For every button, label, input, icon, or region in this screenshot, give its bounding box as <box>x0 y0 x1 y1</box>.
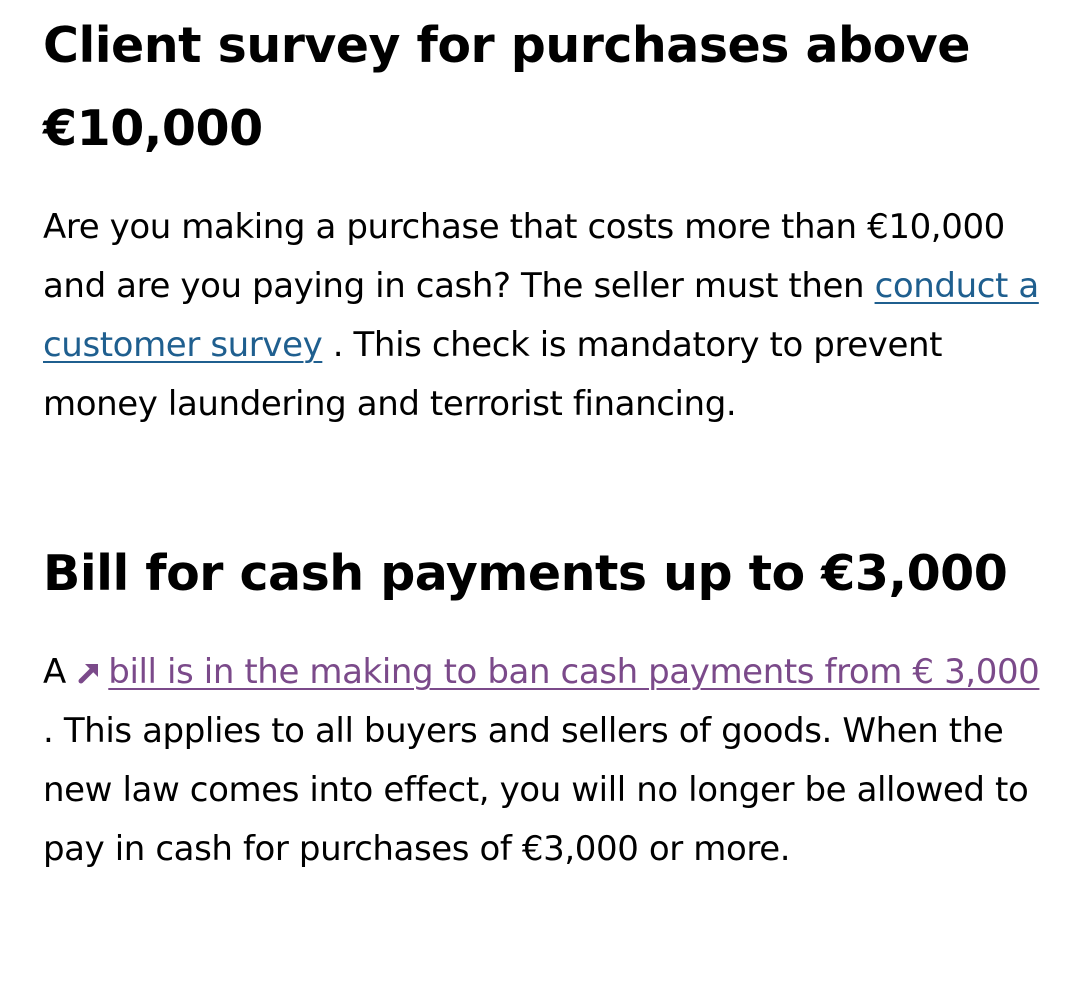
section-client-survey <box>43 4 1043 434</box>
section-cash-bill <box>43 532 1043 879</box>
paragraph-text: A <box>43 652 77 692</box>
customer-survey-link[interactable]: conduct a customer survey <box>43 266 1039 365</box>
section-heading: Bill for cash payments up to €3,000 <box>43 545 1008 602</box>
paragraph-text: . This check is mandatory to prevent money laundering and terrorist financing. <box>43 325 943 424</box>
paragraph-text: Are you making a purchase that costs more than €10,000 and are you paying in cash? The seller must then <box>43 207 1005 306</box>
section-heading: Client survey for purchases above €10,000 <box>43 17 970 157</box>
cash-ban-bill-link[interactable]: bill is in the making to ban cash payments from € 3,000 <box>108 652 1040 692</box>
section-paragraph <box>43 643 1043 879</box>
section-paragraph <box>43 198 1043 434</box>
external-link-arrow-icon <box>76 659 102 685</box>
paragraph-text: . This applies to all buyers and sellers of goods. When the new law comes into effect, you will no longer be allowed to pay in cash for purchases of €3,000 or more. <box>43 711 1029 869</box>
